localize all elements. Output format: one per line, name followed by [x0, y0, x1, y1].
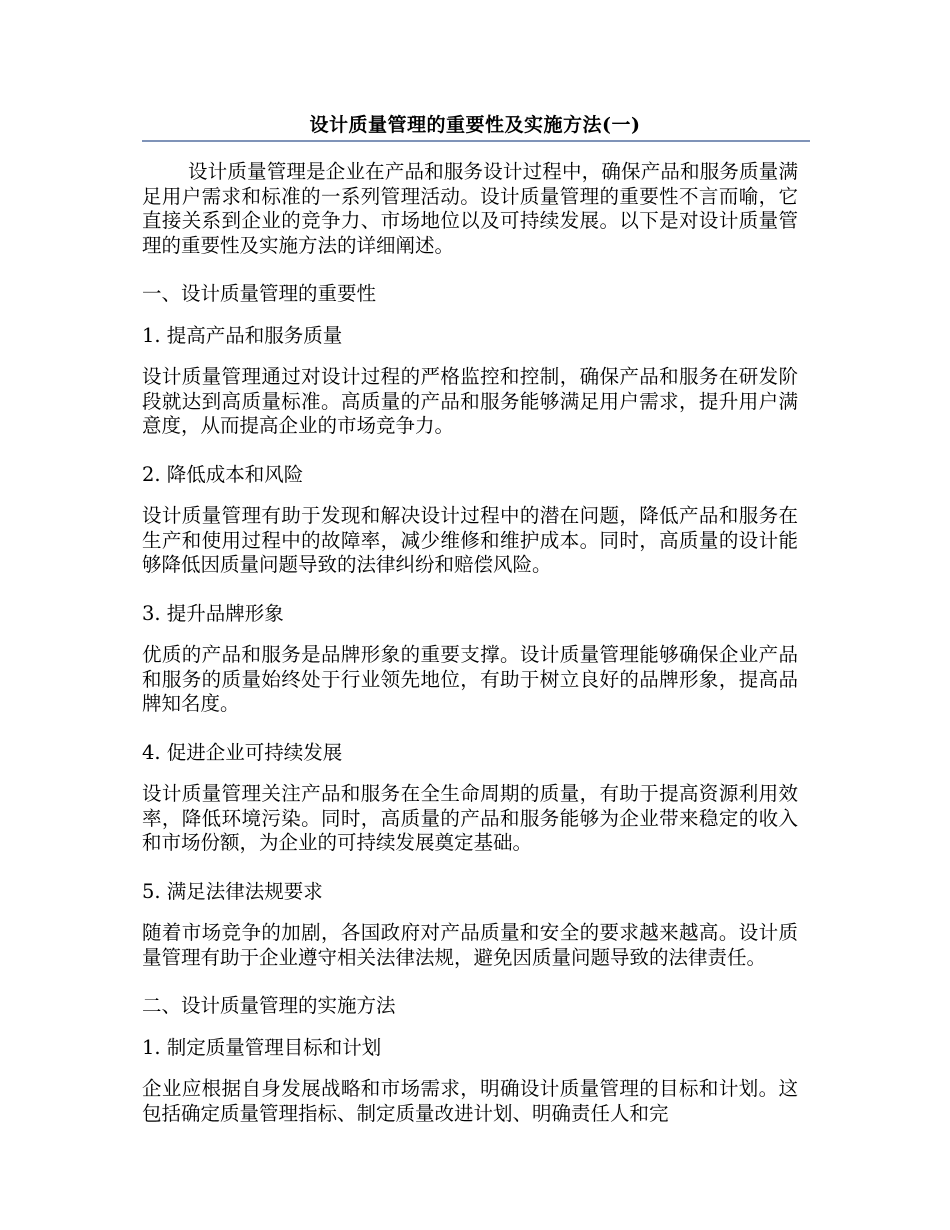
- subsection-heading: 1. 制定质量管理目标和计划: [142, 1035, 382, 1059]
- body-paragraph: 优质的产品和服务是品牌形象的重要支撑。设计质量管理能够确保企业产品和服务的质量始终处于行业领先地位，有助于树立良好的品牌形象，提高品牌知名度。: [142, 643, 798, 715]
- title-underline: [142, 140, 810, 142]
- document-body: [142, 160, 798, 1150]
- subsection-heading: 5. 满足法律法规要求: [142, 879, 323, 903]
- document-title: 设计质量管理的重要性及实施方法(一): [309, 114, 641, 136]
- section-heading-importance: 一、设计质量管理的重要性: [142, 282, 377, 305]
- body-paragraph: 设计质量管理通过对设计过程的严格监控和控制，确保产品和服务在研发阶段就达到高质量标准。高质量的产品和服务能够满足用户需求，提升用户满意度，从而提高企业的市场竞争力。: [142, 365, 798, 437]
- intro-paragraph: 设计质量管理是企业在产品和服务设计过程中，确保产品和服务质量满足用户需求和标准的一系列管理活动。设计质量管理的重要性不言而喻，它直接关系到企业的竞争力、市场地位以及可持续发展。以下是对设计质量管理的重要性及实施方法的详细阐述。: [142, 160, 798, 257]
- body-paragraph: 企业应根据自身发展战略和市场需求，明确设计质量管理的目标和计划。这包括确定质量管理指标、制定质量改进计划、明确责任人和完: [142, 1077, 798, 1125]
- body-paragraph: 设计质量管理关注产品和服务在全生命周期的质量，有助于提高资源利用效率，降低环境污染。同时，高质量的产品和服务能够为企业带来稳定的收入和市场份额，为企业的可持续发展奠定基础。: [142, 782, 798, 854]
- section-heading-methods: 二、设计质量管理的实施方法: [142, 994, 396, 1017]
- subsection-heading: 1. 提高产品和服务质量: [142, 323, 343, 347]
- subsection-heading: 4. 促进企业可持续发展: [142, 740, 343, 764]
- subsection-heading: 2. 降低成本和风险: [142, 462, 304, 486]
- body-paragraph: 随着市场竞争的加剧，各国政府对产品质量和安全的要求越来越高。设计质量管理有助于企业遵守相关法律法规，避免因质量问题导致的法律责任。: [142, 921, 798, 969]
- subsection-heading: 3. 提升品牌形象: [142, 601, 284, 625]
- body-paragraph: 设计质量管理有助于发现和解决设计过程中的潜在问题，降低产品和服务在生产和使用过程中的故障率，减少维修和维护成本。同时，高质量的设计能够降低因质量问题导致的法律纠纷和赔偿风险。: [142, 504, 798, 576]
